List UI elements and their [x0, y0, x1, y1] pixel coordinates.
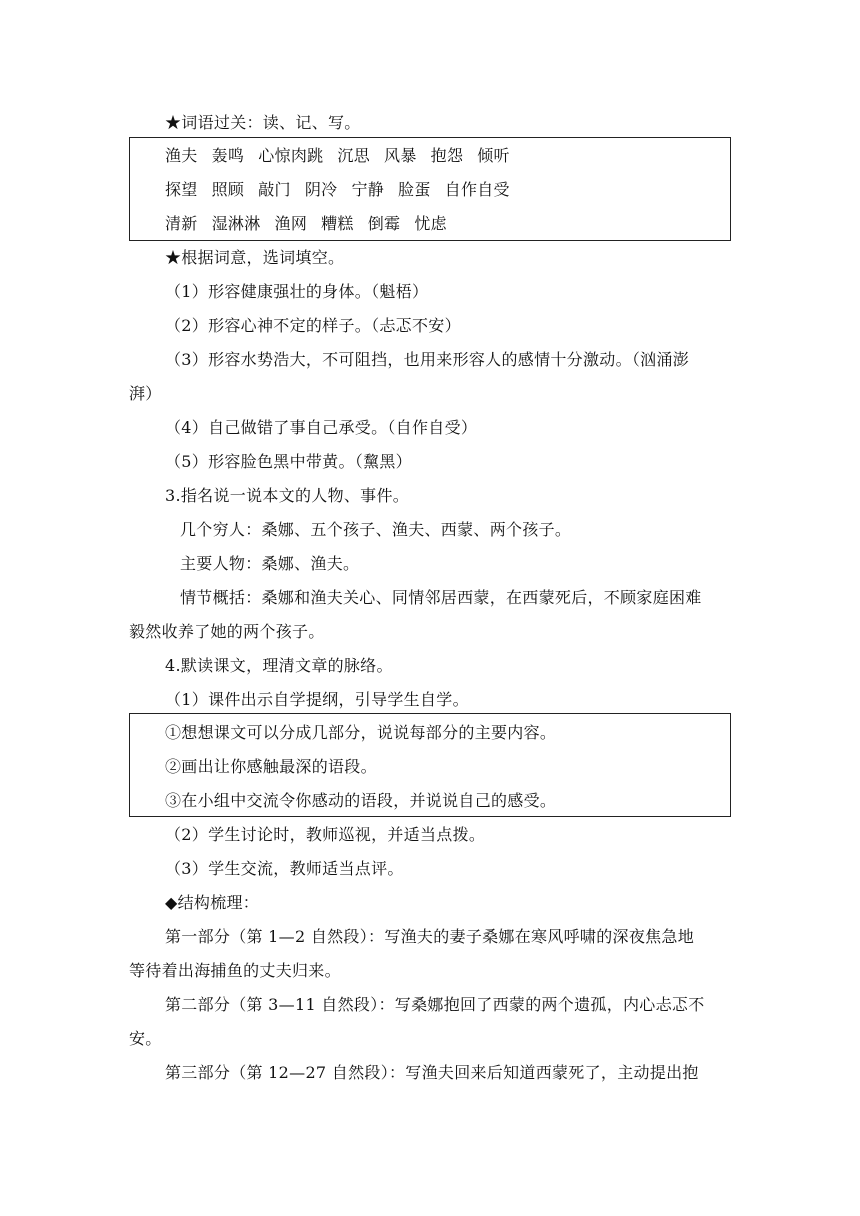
structure-part-2-continued: 安。	[129, 1029, 162, 1048]
step-3-plot-summary: 情节概括：桑娜和渔夫关心、同情邻居西蒙，在西蒙死后，不顾家庭困难	[180, 588, 702, 607]
step-4-title: 4.默读课文，理清文章的脉络。	[165, 656, 393, 675]
vocab-row-1	[165, 146, 524, 166]
fill-item-3: （3）形容水势浩大，不可阻挡，也用来形容人的感情十分激动。（汹涌澎	[165, 350, 690, 369]
vocab-word: 沉思	[337, 146, 371, 165]
fill-item-3-continued: 湃）	[129, 384, 162, 403]
step-4-sub-3: （3）学生交流，教师适当点评。	[165, 859, 404, 878]
step-3-title: 3.指名说一说本文的人物、事件。	[165, 486, 410, 505]
vocab-word: 脸蛋	[398, 180, 431, 199]
vocab-word: 心惊肉跳	[258, 146, 324, 165]
structure-title: ◆结构梳理：	[165, 893, 260, 912]
vocab-word: 渔夫	[165, 146, 198, 165]
structure-part-3: 第三部分（第 12—27 自然段）：写渔夫回来后知道西蒙死了，主动提出抱	[165, 1063, 699, 1082]
vocab-word: 自作自受	[444, 180, 510, 199]
vocab-row-2	[165, 180, 524, 200]
vocab-word: 探望	[165, 180, 198, 199]
structure-part-1: 第一部分（第 1—2 自然段）：写渔夫的妻子桑娜在寒风呼啸的深夜焦急地	[165, 927, 695, 946]
vocab-word: 倒霉	[367, 214, 401, 233]
vocab-word: 阴冷	[304, 180, 338, 199]
structure-part-1-continued: 等待着出海捕鱼的丈夫归来。	[129, 961, 341, 980]
vocab-word: 糟糕	[321, 214, 354, 233]
vocab-word: 照顾	[211, 180, 245, 199]
step-4-sub-1: （1）课件出示自学提纲，引导学生自学。	[165, 690, 469, 709]
fill-item-2: （2）形容心神不定的样子。（忐忑不安）	[165, 316, 461, 335]
heading-fill-in: ★根据词意，选词填空。	[165, 248, 345, 267]
vocab-word: 倾听	[477, 146, 510, 165]
heading-vocabulary: ★词语过关：读、记、写。	[165, 113, 361, 132]
fill-item-4: （4）自己做错了事自己承受。（自作自受）	[165, 418, 478, 437]
vocab-word: 抱怨	[430, 146, 464, 165]
structure-part-2: 第二部分（第 3—11 自然段）：写桑娜抱回了西蒙的两个遗孤，内心忐忑不	[165, 995, 705, 1014]
vocab-word: 清新	[165, 214, 198, 233]
outline-item-3: ③在小组中交流令你感动的语段，并说说自己的感受。	[165, 791, 557, 810]
vocab-word: 轰鸣	[211, 146, 245, 165]
vocab-word: 渔网	[274, 214, 308, 233]
vocab-row-3	[165, 214, 461, 234]
vocab-word: 湿淋淋	[211, 214, 261, 233]
vocab-word: 宁静	[351, 180, 385, 199]
vocab-word: 风暴	[384, 146, 417, 165]
fill-item-1: （1）形容健康强壮的身体。（魁梧）	[165, 282, 429, 301]
vocab-word: 敲门	[258, 180, 291, 199]
outline-item-2: ②画出让你感触最深的语段。	[165, 757, 377, 776]
step-4-sub-2: （2）学生讨论时，教师巡视，并适当点拨。	[165, 825, 486, 844]
step-3-poor-people: 几个穷人：桑娜、五个孩子、渔夫、西蒙、两个孩子。	[180, 520, 572, 539]
step-3-plot-summary-continued: 毅然收养了她的两个孩子。	[129, 622, 325, 641]
fill-item-5: （5）形容脸色黑中带黄。（黧黑）	[165, 452, 412, 471]
vocab-word: 忧虑	[414, 214, 447, 233]
outline-item-1: ①想想课文可以分成几部分，说说每部分的主要内容。	[165, 723, 557, 742]
step-3-main-characters: 主要人物：桑娜、渔夫。	[180, 554, 360, 573]
